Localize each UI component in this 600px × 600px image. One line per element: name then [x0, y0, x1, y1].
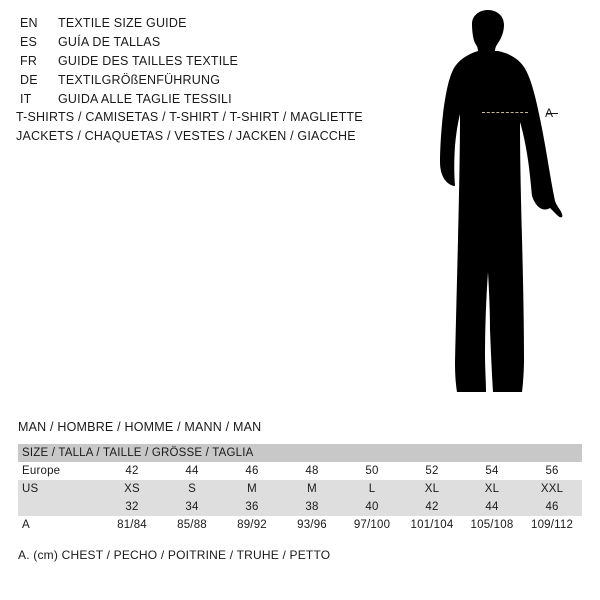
male-figure-illustration: [400, 10, 590, 400]
cell-a-8: 109/112: [522, 516, 582, 534]
footer-note: A. (cm) CHEST / PECHO / POITRINE / TRUHE / PETTO: [18, 548, 331, 562]
cell-us-8: XXL: [522, 480, 582, 498]
chest-measure-line-icon: [482, 112, 528, 113]
category-block: [16, 110, 363, 148]
cell-usnum-6: 42: [402, 498, 462, 516]
language-text-it: GUIDA ALLE TAGLIE TESSILI: [58, 92, 232, 106]
language-text-fr: GUIDE DES TAILLES TEXTILE: [58, 54, 239, 68]
cell-us-5: L: [342, 480, 402, 498]
cell-a-7: 105/108: [462, 516, 522, 534]
table-row: [18, 498, 582, 516]
cell-usnum-4: 38: [282, 498, 342, 516]
cell-usnum-1: 32: [102, 498, 162, 516]
cell-europe-4: 48: [282, 462, 342, 480]
language-row-de: [20, 73, 370, 92]
cell-a-5: 97/100: [342, 516, 402, 534]
row-label-us: US: [18, 480, 102, 498]
cell-usnum-8: 46: [522, 498, 582, 516]
cell-europe-2: 44: [162, 462, 222, 480]
cell-a-3: 89/92: [222, 516, 282, 534]
language-code-fr: FR: [20, 54, 38, 68]
table-header-row: [18, 444, 582, 462]
cell-europe-5: 50: [342, 462, 402, 480]
cell-a-6: 101/104: [402, 516, 462, 534]
row-label-europe: Europe: [18, 462, 102, 480]
table-row: [18, 480, 582, 498]
cell-europe-6: 52: [402, 462, 462, 480]
language-text-en: TEXTILE SIZE GUIDE: [58, 16, 187, 30]
row-label-us-numeric: [18, 498, 102, 516]
language-row-it: [20, 92, 370, 111]
cell-usnum-5: 40: [342, 498, 402, 516]
size-table-wrapper: [18, 444, 582, 534]
language-text-de: TEXTILGRÖßENFÜHRUNG: [58, 73, 221, 87]
cell-europe-8: 56: [522, 462, 582, 480]
language-header-block: [20, 16, 370, 111]
cell-us-2: S: [162, 480, 222, 498]
language-row-fr: [20, 54, 370, 73]
cell-usnum-7: 44: [462, 498, 522, 516]
cell-a-4: 93/96: [282, 516, 342, 534]
category-line-jackets: JACKETS / CHAQUETAS / VESTES / JACKEN / GIACCHE: [16, 129, 356, 143]
size-table: [18, 444, 582, 534]
cell-europe-7: 54: [462, 462, 522, 480]
language-code-es: ES: [20, 35, 38, 49]
table-row: [18, 462, 582, 480]
cell-europe-1: 42: [102, 462, 162, 480]
cell-us-6: XL: [402, 480, 462, 498]
cell-usnum-2: 34: [162, 498, 222, 516]
table-row: [18, 516, 582, 534]
table-header-label: SIZE / TALLA / TAILLE / GRÖSSE / TAGLIA: [18, 444, 582, 462]
cell-us-7: XL: [462, 480, 522, 498]
cell-a-1: 81/84: [102, 516, 162, 534]
cell-a-2: 85/88: [162, 516, 222, 534]
cell-us-3: M: [222, 480, 282, 498]
language-row-en: [20, 16, 370, 35]
cell-us-4: M: [282, 480, 342, 498]
cell-europe-3: 46: [222, 462, 282, 480]
gender-label: MAN / HOMBRE / HOMME / MANN / MAN: [18, 420, 262, 434]
language-code-de: DE: [20, 73, 38, 87]
language-text-es: GUÍA DE TALLAS: [58, 35, 161, 49]
cell-usnum-3: 36: [222, 498, 282, 516]
row-label-a: A: [18, 516, 102, 534]
cell-us-1: XS: [102, 480, 162, 498]
chest-callout-label: A: [545, 106, 554, 120]
category-line-tshirts: T-SHIRTS / CAMISETAS / T-SHIRT / T-SHIRT / MAGLIETTE: [16, 110, 363, 124]
language-code-en: EN: [20, 16, 38, 30]
language-code-it: IT: [20, 92, 32, 106]
language-row-es: [20, 35, 370, 54]
